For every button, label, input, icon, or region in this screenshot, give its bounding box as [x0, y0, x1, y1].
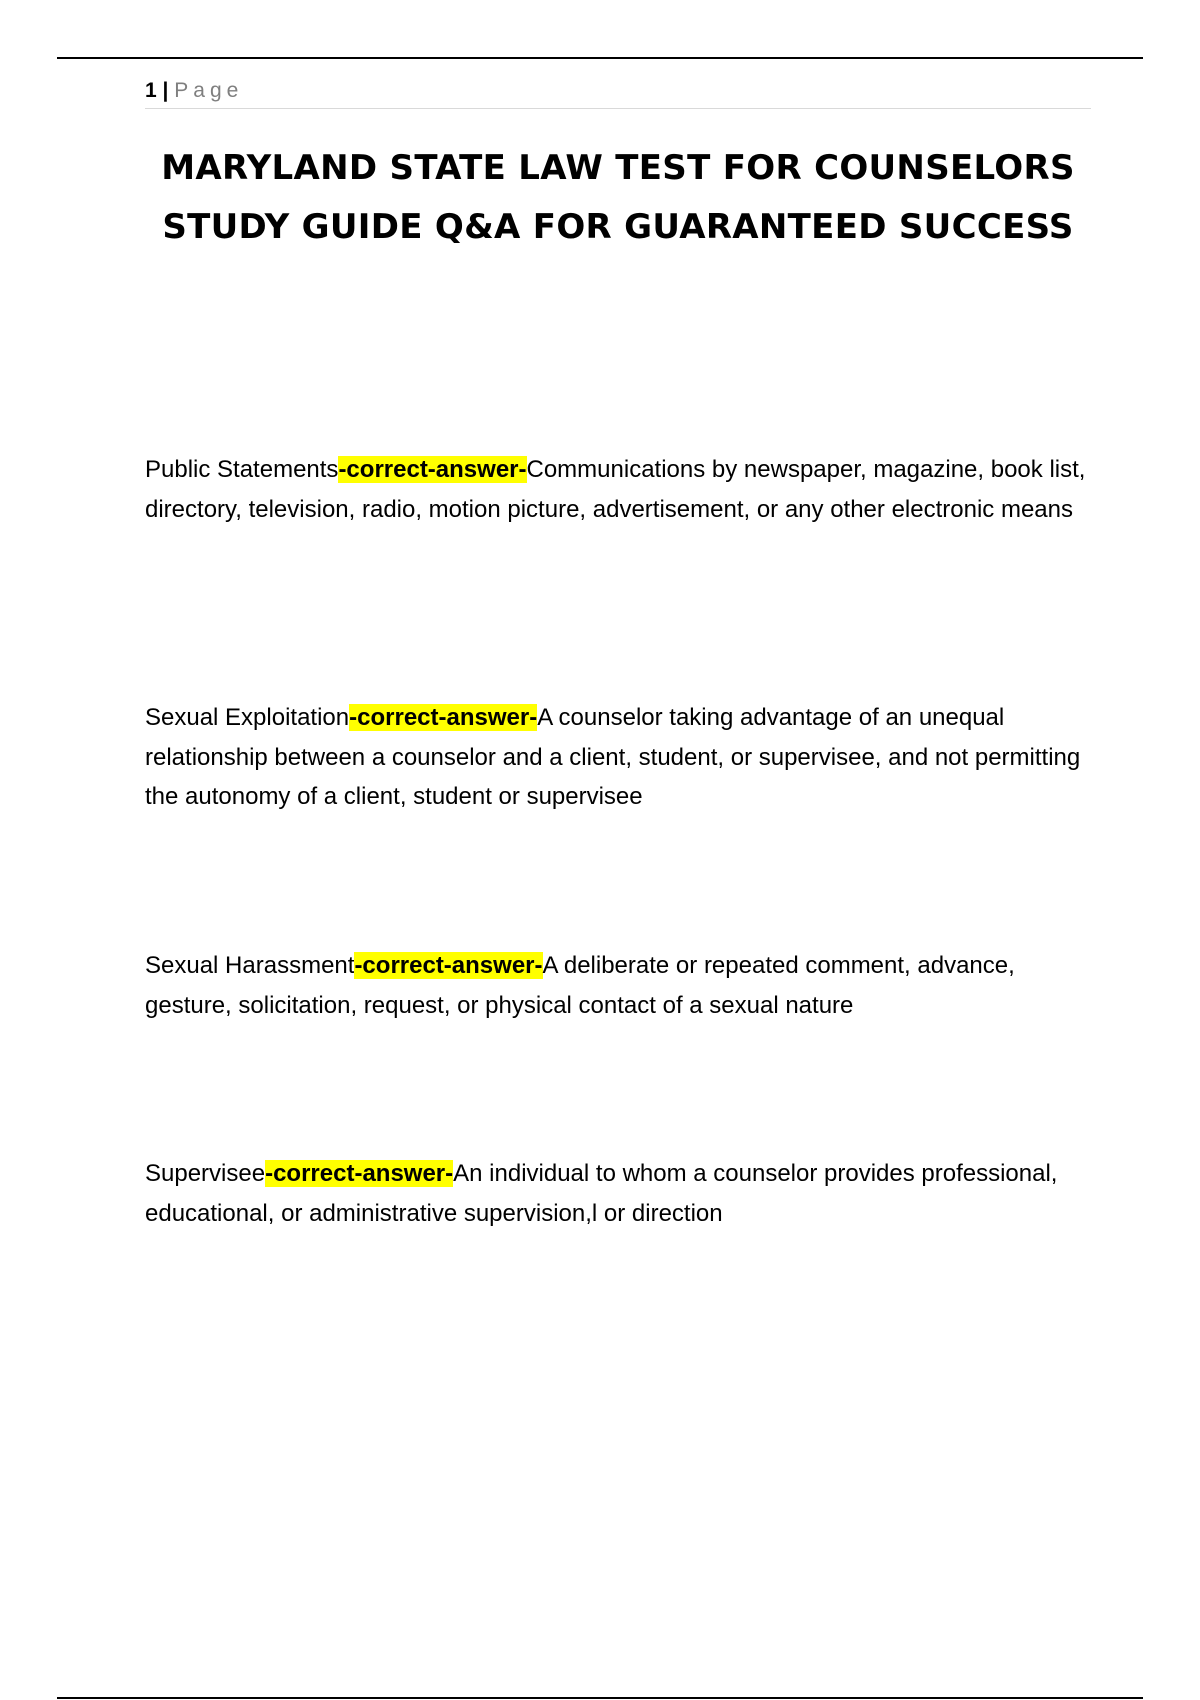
- page-label: Page: [174, 79, 244, 102]
- page-header: [145, 74, 1091, 109]
- document-title: MARYLAND STATE LAW TEST FOR COUNSELORS STUDY GUIDE Q&A FOR GUARANTEED SUCCESS: [161, 148, 1075, 247]
- bottom-border-line: [57, 1697, 1143, 1699]
- qa-entry: [145, 698, 1091, 817]
- correct-answer-highlight: -correct-answer-: [349, 704, 538, 731]
- entry-term: Public Statements: [145, 456, 339, 483]
- correct-answer-highlight: -correct-answer-: [265, 1160, 454, 1187]
- page-number: 1: [145, 79, 157, 102]
- entry-definition: Communications by newspaper, magazine, book list, directory, television, radio, motion picture, advertisement, or any other electronic means: [145, 456, 1086, 523]
- qa-entry: [145, 450, 1091, 529]
- top-border-line: [57, 57, 1143, 59]
- entry-definition: A counselor taking advantage of an unequal relationship between a counselor and a client, student, or supervisee, and not permitting the autonomy of a client, student or supervisee: [145, 704, 1081, 810]
- correct-answer-highlight: -correct-answer-: [354, 952, 543, 979]
- page-number-separator: |: [162, 79, 169, 102]
- correct-answer-highlight: -correct-answer-: [338, 456, 527, 483]
- qa-entry: [145, 946, 1091, 1025]
- qa-entry: [145, 1154, 1091, 1233]
- entry-term: Sexual Harassment: [145, 952, 355, 979]
- entry-definition: An individual to whom a counselor provides professional, educational, or administrative supervision,l or direction: [145, 1160, 1058, 1227]
- entry-term: Sexual Exploitation: [145, 704, 350, 731]
- entry-definition: A deliberate or repeated comment, advance, gesture, solicitation, request, or physical contact of a sexual nature: [145, 952, 1015, 1019]
- entry-term: Supervisee: [145, 1160, 266, 1187]
